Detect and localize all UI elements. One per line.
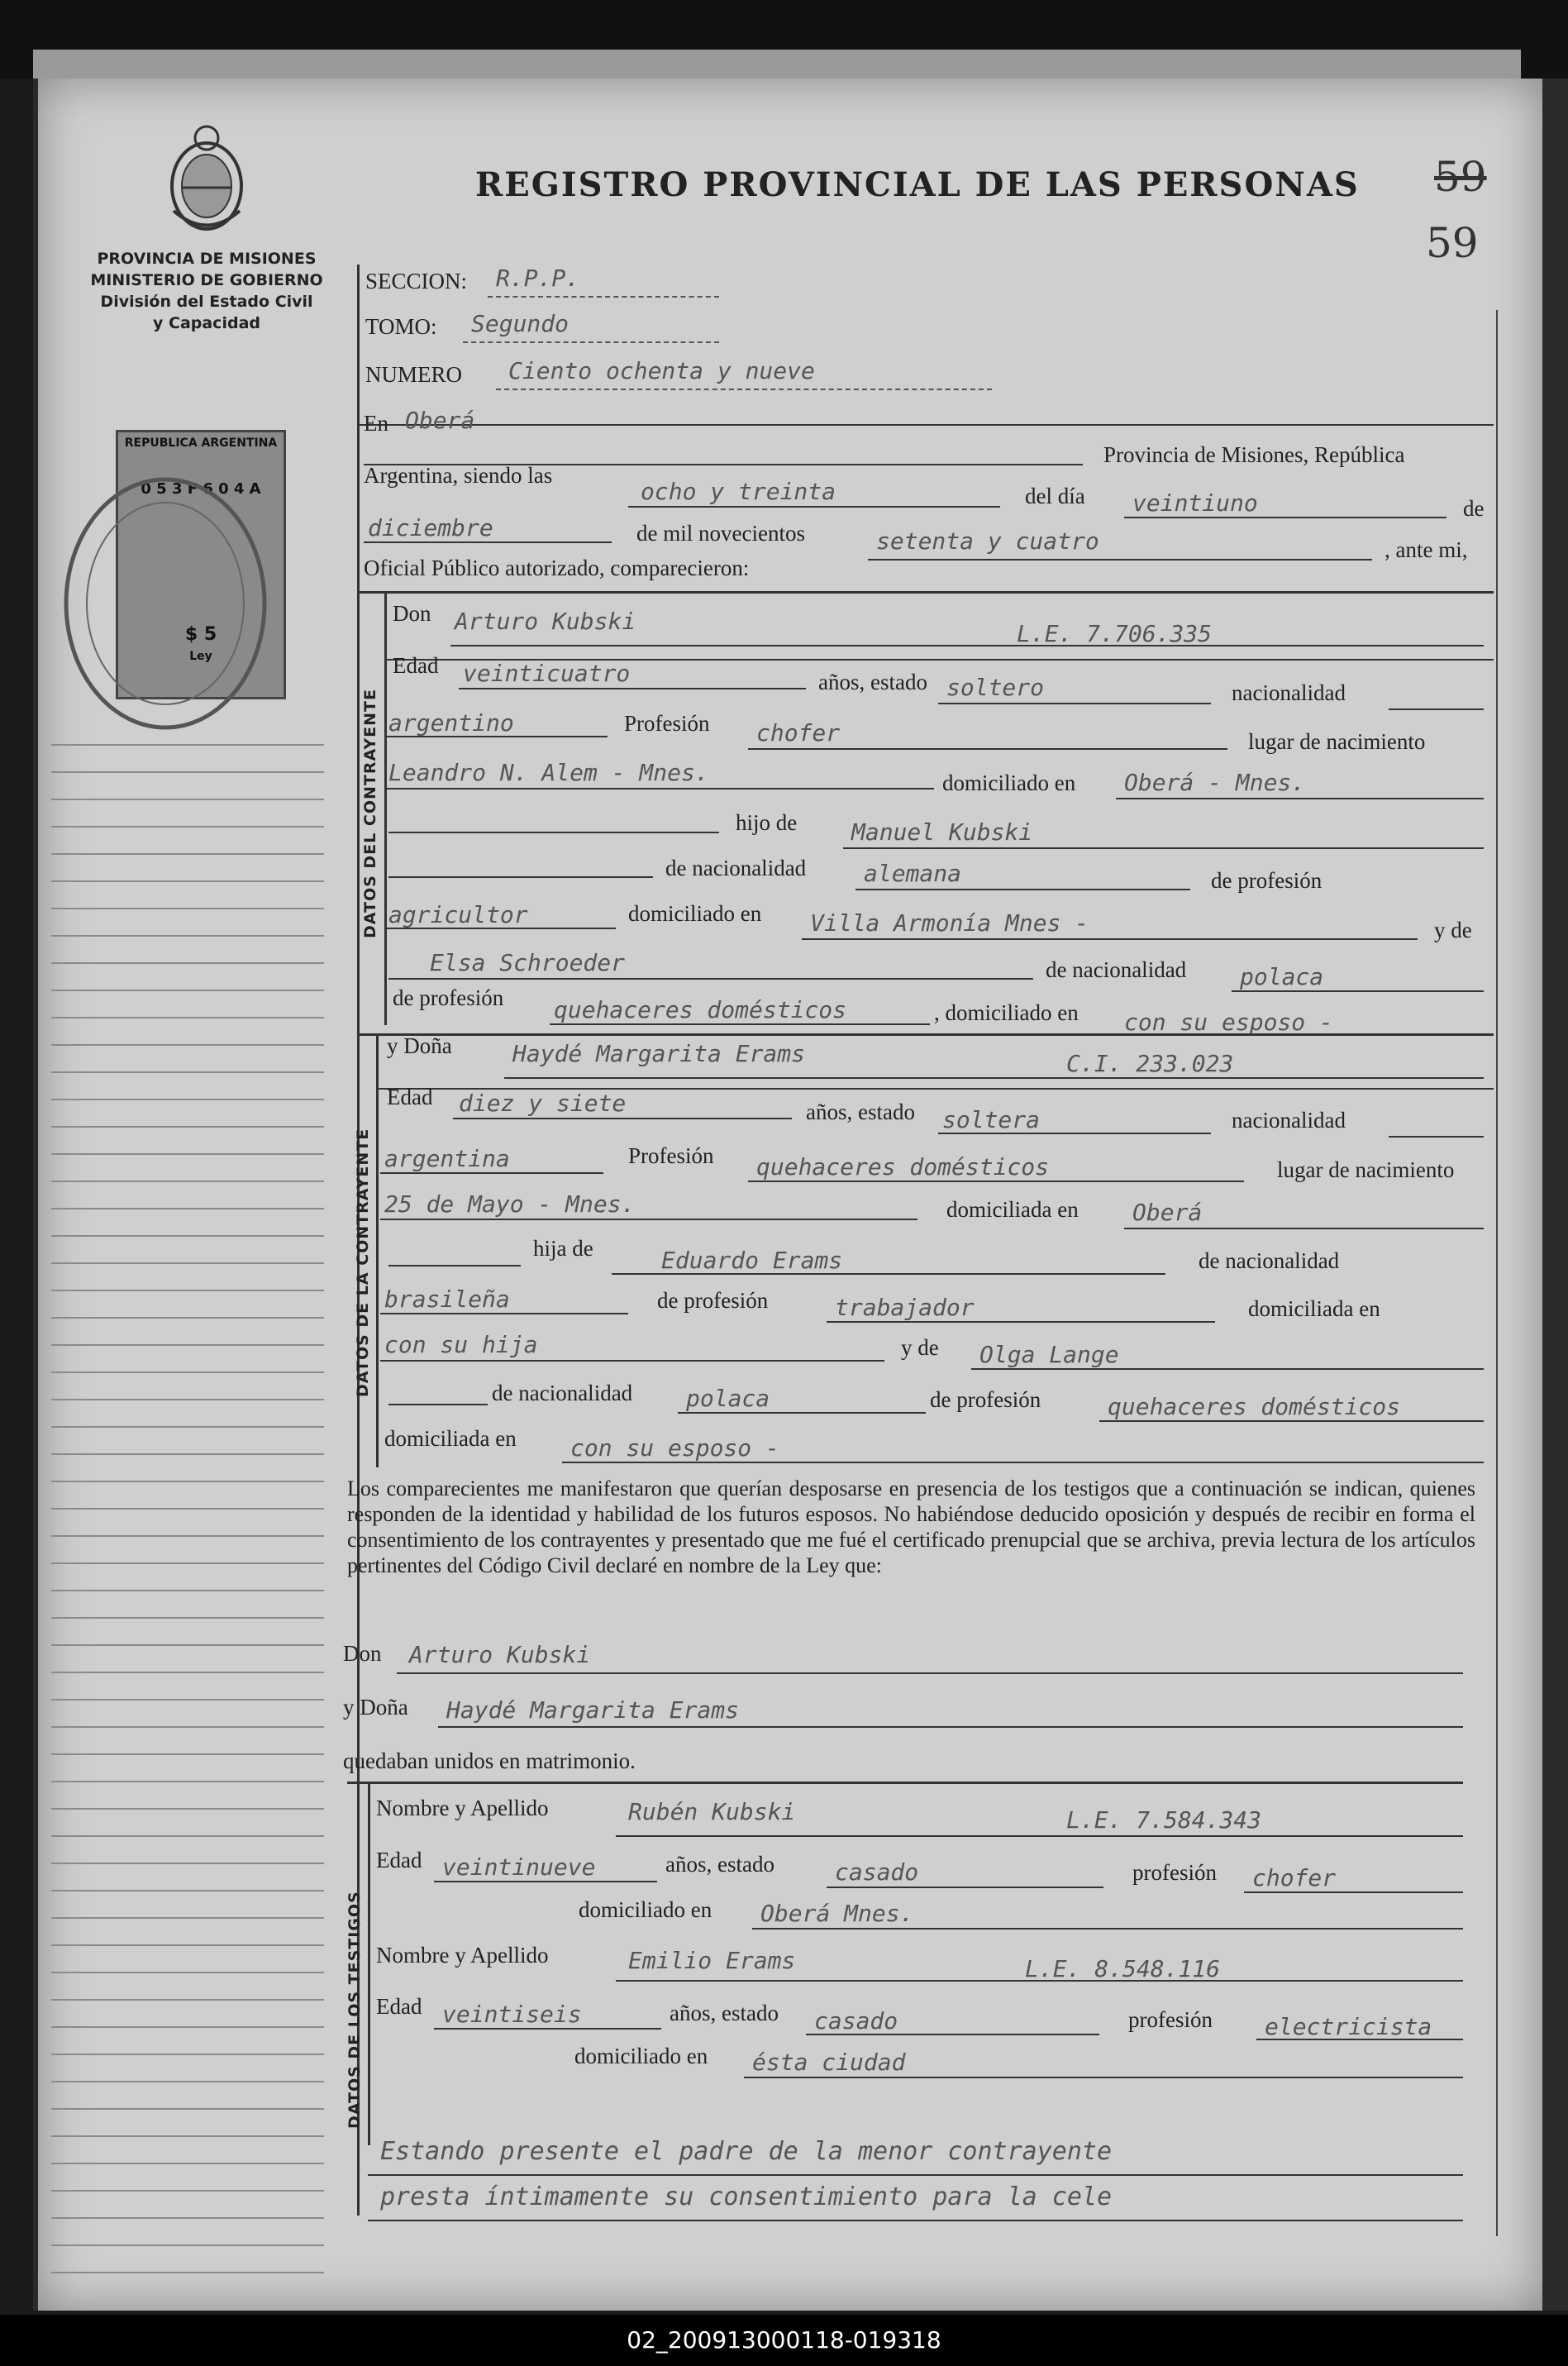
margin-rule-line <box>51 990 324 991</box>
contrayenta-padre-dom: con su hija <box>384 1331 538 1358</box>
madre-nac-label: de nacionalidad <box>1046 957 1187 982</box>
margin-rule-line <box>51 1863 324 1864</box>
de-mil-label: de mil novecientos <box>636 521 805 546</box>
contrayenta-y-de-label: y de <box>901 1335 939 1360</box>
en-value: Oberá <box>405 407 475 434</box>
margin-rule-line <box>51 908 324 909</box>
contrayente-edad: veinticuatro <box>463 660 631 687</box>
t2-profesion-label: profesión <box>1128 2007 1213 2032</box>
contrayenta-side-label: DATOS DE LA CONTRAYENTE <box>354 1128 372 1397</box>
margin-rule-line <box>51 1508 324 1510</box>
seal-icon <box>50 463 281 744</box>
stamp-country: REPUBLICA ARGENTINA <box>124 436 278 450</box>
t2-dom-label: domiciliado en <box>574 2044 708 2068</box>
margin-rule-line <box>51 1426 324 1428</box>
padre-domicilio: Villa Armonía Mnes - <box>810 909 1089 937</box>
padre-profesion: agricultor <box>388 901 528 928</box>
margin-rule-line <box>51 2163 324 2164</box>
contrayenta-padre: Eduardo Erams <box>661 1247 843 1274</box>
t1-nombre-label: Nombre y Apellido <box>376 1796 549 1820</box>
contrayente-domicilio: Oberá - Mnes. <box>1124 769 1306 796</box>
contrayente-nacionalidad: argentino <box>388 709 514 737</box>
stamp-value: $ 5 <box>184 624 217 645</box>
margin-rule-line <box>51 1071 324 1073</box>
margin-rule-line <box>51 1917 324 1919</box>
margin-rule-line <box>51 1344 324 1346</box>
decl-dona-name: Haydé Margarita Erams <box>446 1696 740 1724</box>
contrayenta-lugar-label: lugar de nacimiento <box>1277 1157 1455 1182</box>
padre-domiciliado-label: domiciliado en <box>628 901 762 926</box>
provincia-text: Provincia de Misiones, República <box>1103 442 1405 467</box>
contrayenta-madre-prof-label: de profesión <box>930 1387 1041 1412</box>
quedaban-text: quedaban unidos en matrimonio. <box>343 1748 636 1773</box>
t1-edad-label: Edad <box>376 1848 422 1872</box>
margin-rule-line <box>51 1208 324 1209</box>
page-number: 59 <box>1426 219 1479 267</box>
note-line-1: Estando presente el padre de la menor contrayente <box>380 2137 1113 2166</box>
t2-nombre-label: Nombre y Apellido <box>376 1943 549 1968</box>
seccion-label: SECCION: <box>365 269 468 293</box>
margin-rule-line <box>51 2026 324 2028</box>
contrayenta-domicilio: Oberá <box>1132 1199 1203 1226</box>
contrayenta-edad: diez y siete <box>459 1090 627 1117</box>
padre-nacionalidad: alemana <box>864 860 962 887</box>
margin-rule-line <box>51 1017 324 1018</box>
contrayenta-madre-dom-label: domiciliada en <box>384 1426 517 1451</box>
tomo-value: Segundo <box>471 310 570 337</box>
de-label: de <box>1463 496 1485 521</box>
de-profesion-label: de profesión <box>1211 868 1323 893</box>
ante-mi-label: , ante mi, <box>1385 537 1468 562</box>
image-caption: 02_200913000118-019318 <box>0 2315 1568 2366</box>
contrayente-name: Arturo Kubski <box>455 608 636 635</box>
margin-rule-line <box>51 2054 324 2055</box>
margin-rule-line <box>51 1617 324 1619</box>
declaration-text: Los comparecientes me manifestaron que querían desposarse en presencia de los testigos que a continuación se indican, quienes responden de la identidad y habilidad de los futuros esposos. No habiéndose deducido oposición y después de recibir en forma el consentimiento de los contrayentes y presentado que me fué el certificado prenupcial que se archiva, previa lectura de los artículos pertinentes del Código Civil declaré en nombre de la Ley que: <box>347 1476 1475 1577</box>
margin-rule-line <box>51 1808 324 1810</box>
contrayente-side-label: DATOS DEL CONTRAYENTE <box>361 689 379 938</box>
margin-rule-line <box>51 1699 324 1701</box>
hijo-de-label: hijo de <box>736 810 798 835</box>
domiciliado-label: domiciliado en <box>942 770 1076 795</box>
profesion-label: Profesión <box>624 711 710 736</box>
t2-domicilio: ésta ciudad <box>752 2049 906 2076</box>
contrayenta-lugar: 25 de Mayo - Mnes. <box>384 1190 636 1218</box>
don-label: Don <box>393 601 431 626</box>
madre-profesion: quehaceres domésticos <box>554 996 847 1023</box>
margin-rule-line <box>51 1262 324 1264</box>
margin-rule-line <box>51 2190 324 2192</box>
anio-value: setenta y cuatro <box>876 527 1099 555</box>
t1-nombre: Rubén Kubski <box>628 1798 796 1825</box>
page-number-struck: 59 <box>1434 153 1487 201</box>
contrayenta-estado-label: años, estado <box>806 1100 915 1124</box>
contrayenta-profesion: quehaceres domésticos <box>756 1153 1050 1181</box>
lugar-label: lugar de nacimiento <box>1248 729 1426 754</box>
margin-rule-line <box>51 2272 324 2273</box>
t1-edad: veintinueve <box>442 1853 596 1881</box>
margin-rule-line <box>51 1644 324 1646</box>
hija-de-label: hija de <box>533 1236 593 1261</box>
tomo-label: TOMO: <box>365 314 437 339</box>
margin-rule-line <box>51 880 324 882</box>
margin-rule-line <box>51 1562 324 1564</box>
contrayente-profesion: chofer <box>756 719 841 747</box>
stamp-serial: 0 5 3 F 6 0 4 A <box>141 480 261 498</box>
margin-rule-line <box>51 1944 324 1946</box>
margin-rule-line <box>51 1126 324 1128</box>
numero-label: NUMERO <box>365 362 463 387</box>
margin-rule-line <box>51 1399 324 1400</box>
seccion-value: R.P.P. <box>496 265 580 292</box>
contrayenta-padre-nac: brasileña <box>384 1286 510 1313</box>
t1-domicilio: Oberá Mnes. <box>760 1900 914 1927</box>
contrayente-lugar: Leandro N. Alem - Mnes. <box>388 759 709 786</box>
mes-value: diciembre <box>368 514 493 541</box>
contrayenta-madre-prof: quehaceres domésticos <box>1108 1393 1401 1420</box>
contrayenta-name: Haydé Margarita Erams <box>512 1040 806 1067</box>
argentina-siendo-text: Argentina, siendo las <box>364 463 553 488</box>
margin-rule-line <box>51 2217 324 2219</box>
padre-name: Manuel Kubski <box>851 818 1033 846</box>
t2-estado-label: años, estado <box>670 2001 779 2025</box>
t1-doc: L.E. 7.584.343 <box>1066 1806 1262 1834</box>
margin-rule-line <box>51 1590 324 1591</box>
madre-prof-label: de profesión <box>393 985 504 1010</box>
contrayenta-nac-label: nacionalidad <box>1232 1108 1346 1133</box>
margin-rule-line <box>51 1099 324 1100</box>
margin-rule-line <box>51 744 324 746</box>
t2-edad-label: Edad <box>376 1994 422 2019</box>
margin-rule-line <box>51 1481 324 1482</box>
decl-dona-label: y Doña <box>343 1695 408 1720</box>
edad-label: Edad <box>393 653 439 678</box>
contrayenta-prof-label: Profesión <box>628 1143 714 1168</box>
contrayenta-padre-prof-label: de profesión <box>657 1288 769 1313</box>
contrayenta-padre-prof: trabajador <box>835 1294 975 1321</box>
oficial-text: Oficial Público autorizado, comparecieron: <box>364 556 750 580</box>
contrayenta-nacionalidad: argentina <box>384 1145 510 1172</box>
madre-domicilio: con su esposo - <box>1124 1009 1333 1036</box>
margin-rule-line <box>51 1235 324 1237</box>
numero-value: Ciento ochenta y nueve <box>508 357 815 384</box>
contrayenta-dom-label: domiciliada en <box>946 1197 1079 1222</box>
testigos-side-label: DATOS DE LOS TESTIGOS <box>346 1891 364 2129</box>
margin-rule-line <box>51 2081 324 2082</box>
contrayente-estado: soltero <box>946 674 1045 701</box>
y-dona-label: y Doña <box>387 1033 452 1058</box>
division-name: División del Estado Civil <box>100 293 313 311</box>
margin-rule-line <box>51 1181 324 1182</box>
contrayenta-madre-nac-label: de nacionalidad <box>492 1381 633 1405</box>
decl-don-name: Arturo Kubski <box>409 1641 591 1668</box>
contrayenta-madre-nac: polaca <box>686 1385 770 1412</box>
margin-rule-line <box>51 1890 324 1891</box>
margin-rule-line <box>51 1317 324 1319</box>
t2-nombre: Emilio Erams <box>628 1947 796 1974</box>
coat-of-arms-icon <box>157 120 256 240</box>
nacionalidad-label: nacionalidad <box>1232 680 1346 705</box>
margin-rule-line <box>51 1972 324 1973</box>
madre-dom-label: , domiciliado en <box>934 1000 1079 1025</box>
frame-line-right <box>1496 310 1498 2236</box>
contrayenta-estado: soltera <box>942 1106 1041 1133</box>
margin-rule-line <box>51 1044 324 1046</box>
t2-estado: casado <box>814 2007 898 2034</box>
decl-don-label: Don <box>343 1641 382 1666</box>
hora-value: ocho y treinta <box>641 478 836 505</box>
margin-rule-line <box>51 1753 324 1755</box>
anios-estado-label: años, estado <box>818 670 927 694</box>
margin-rule-line <box>51 1726 324 1728</box>
margin-rule-line <box>51 2244 324 2246</box>
t1-dom-label: domiciliado en <box>579 1897 713 1922</box>
margin-rule-line <box>51 1453 324 1455</box>
province-name: PROVINCIA DE MISIONES <box>97 250 317 268</box>
margin-rule-line <box>51 771 324 773</box>
contrayente-doc: L.E. 7.706.335 <box>1017 620 1213 647</box>
margin-rule-line <box>51 1672 324 1673</box>
contrayenta-madre-dom: con su esposo - <box>570 1434 779 1462</box>
t1-estado-label: años, estado <box>665 1852 774 1877</box>
en-label: En <box>364 411 388 436</box>
margin-rule-line <box>51 1290 324 1291</box>
margin-rule-line <box>51 1835 324 1837</box>
document-title: REGISTRO PROVINCIAL DE LAS PERSONAS <box>475 165 1360 204</box>
margin-rule-line <box>51 962 324 964</box>
madre-name: Elsa Schroeder <box>430 949 626 976</box>
contrayenta-padre-dom-label: domiciliada en <box>1248 1296 1380 1321</box>
dia-value: veintiuno <box>1132 489 1258 517</box>
ministry-name: MINISTERIO DE GOBIERNO <box>90 271 323 289</box>
margin-rule-line <box>51 1535 324 1537</box>
margin-rule-line <box>51 1371 324 1373</box>
contrayenta-madre: Olga Lange <box>979 1341 1119 1368</box>
contrayenta-edad-label: Edad <box>387 1085 433 1109</box>
del-dia-label: del día <box>1025 484 1085 508</box>
madre-nacionalidad: polaca <box>1240 963 1324 990</box>
margin-rule-line <box>51 2108 324 2110</box>
contrayenta-doc: C.I. 233.023 <box>1066 1050 1234 1077</box>
margin-rule-line <box>51 799 324 800</box>
contrayenta-padre-nac-label: de nacionalidad <box>1199 1248 1340 1273</box>
margin-rule-line <box>51 935 324 937</box>
t2-edad: veintiseis <box>442 2001 582 2028</box>
y-de-label: y de <box>1434 918 1472 942</box>
margin-rule-line <box>51 2135 324 2137</box>
margin-rule-line <box>51 853 324 855</box>
margin-rule-line <box>51 826 324 828</box>
de-nacionalidad-label: de nacionalidad <box>665 856 807 880</box>
t2-doc: L.E. 8.548.116 <box>1025 1955 1221 1982</box>
t1-profesion-label: profesión <box>1132 1860 1217 1885</box>
t1-profesion: chofer <box>1252 1864 1337 1891</box>
stamp-law: Ley <box>189 650 212 663</box>
t1-estado: casado <box>835 1858 919 1886</box>
t2-profesion: electricista <box>1265 2013 1432 2040</box>
division-name-2: y Capacidad <box>153 314 260 332</box>
issuer-block <box>66 248 347 334</box>
margin-rule-line <box>51 1153 324 1155</box>
margin-rule-line <box>51 1999 324 2001</box>
margin-rule-line <box>51 1781 324 1782</box>
note-line-2: presta íntimamente su consentimiento para la cele <box>380 2182 1113 2211</box>
